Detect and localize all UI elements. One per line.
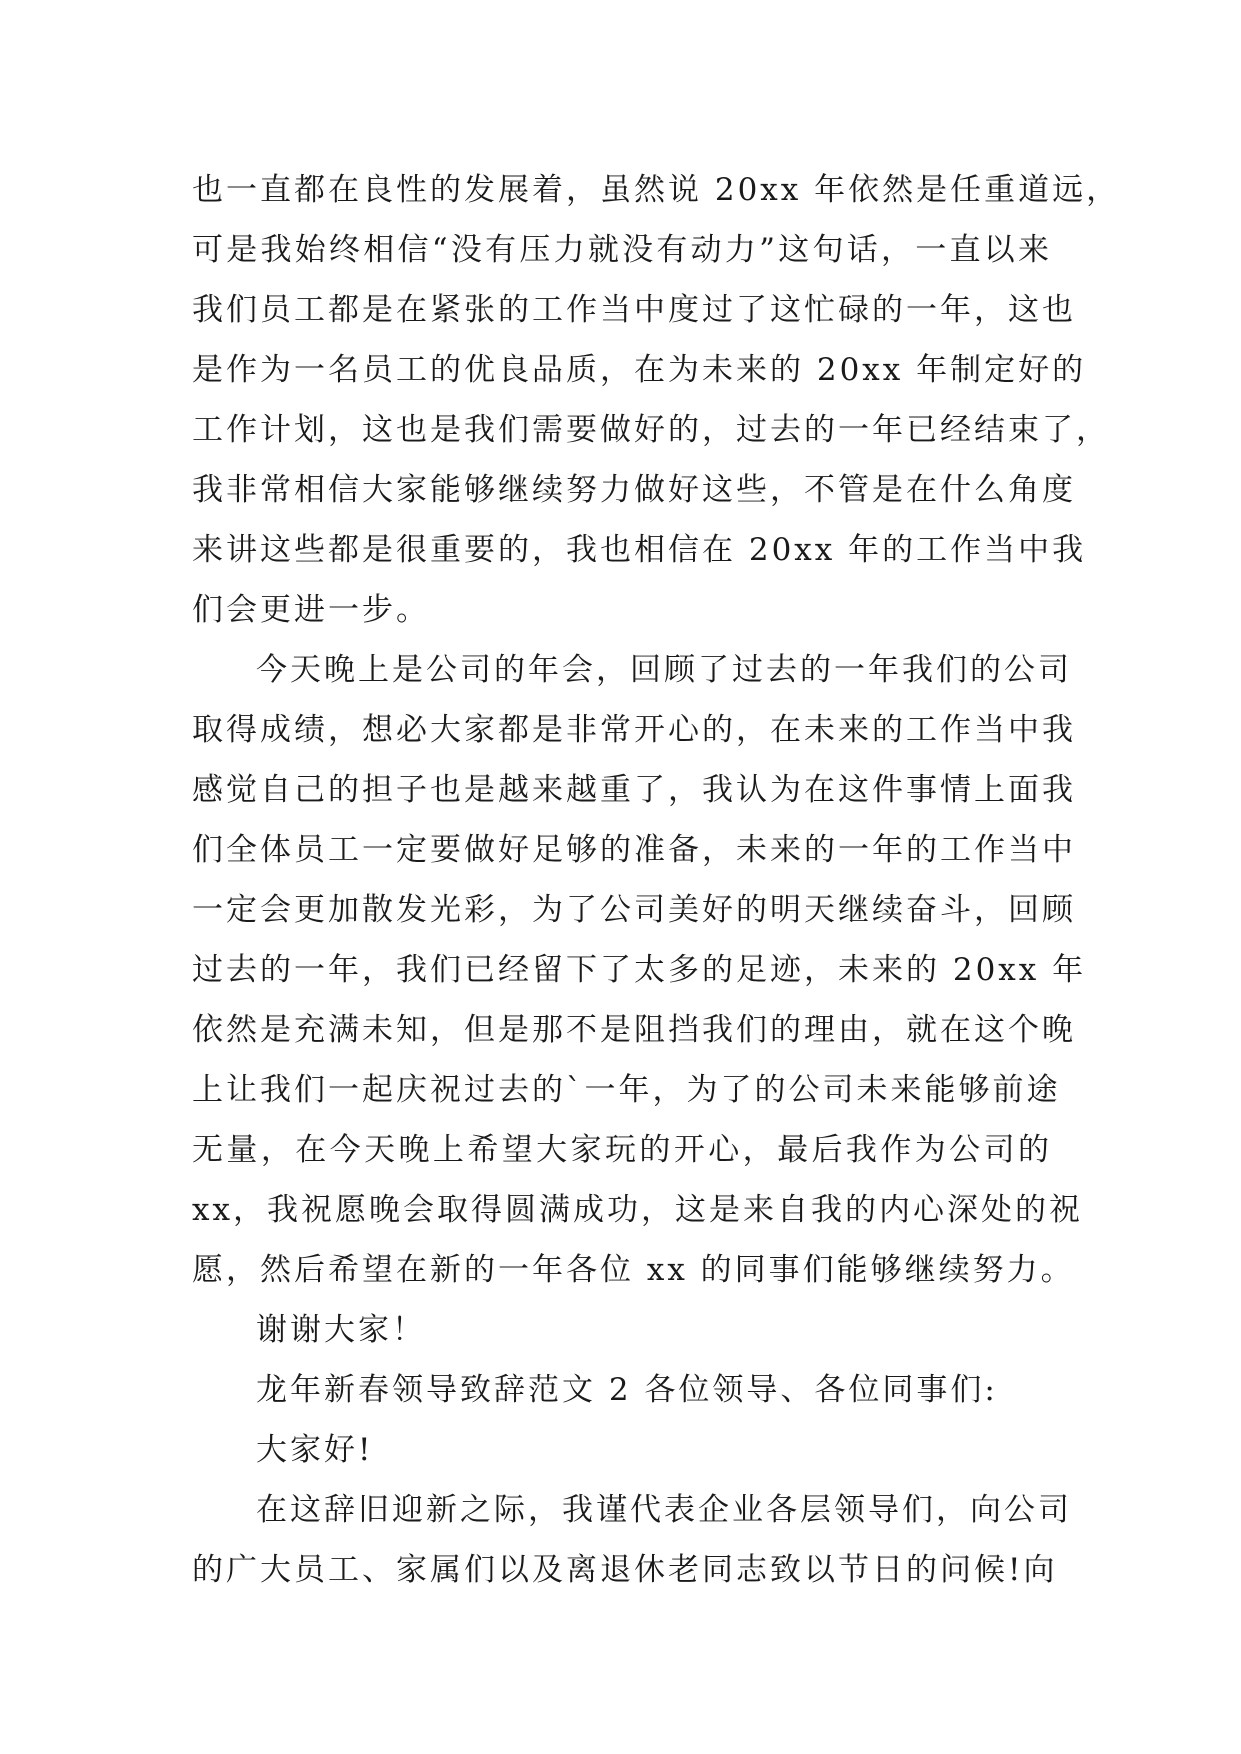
- text-line: 取得成绩，想必大家都是非常开心的，在未来的工作当中我: [192, 712, 1076, 748]
- text-line: 谢谢大家！: [256, 1312, 426, 1348]
- text-line: 无量，在今天晚上希望大家玩的开心，最后我作为公司的: [192, 1132, 1052, 1168]
- text-line: 今天晚上是公司的年会，回顾了过去的一年我们的公司: [256, 652, 1072, 688]
- text-line: 是作为一名员工的优良品质，在为未来的 20xx 年制定好的: [192, 352, 1087, 388]
- text-line: 我们员工都是在紧张的工作当中度过了这忙碌的一年，这也: [192, 292, 1076, 328]
- text-line: 在这辞旧迎新之际，我谨代表企业各层领导们，向公司: [256, 1492, 1072, 1528]
- document-body: [192, 160, 1121, 1600]
- text-line: 一定会更加散发光彩，为了公司美好的明天继续奋斗，回顾: [192, 892, 1076, 928]
- text-line: 龙年新春领导致辞范文 2 各位领导、各位同事们:: [256, 1372, 998, 1408]
- text-line: 们全体员工一定要做好足够的准备，未来的一年的工作当中: [192, 832, 1076, 868]
- text-line: 可是我始终相信“没有压力就没有动力”这句话，一直以来: [192, 232, 1052, 268]
- text-line: 上让我们一起庆祝过去的`一年，为了的公司未来能够前途: [192, 1072, 1061, 1108]
- text-line: 依然是充满未知，但是那不是阻挡我们的理由，就在这个晚: [192, 1012, 1076, 1048]
- text-line: 大家好!: [256, 1432, 374, 1468]
- text-line: 感觉自己的担子也是越来越重了，我认为在这件事情上面我: [192, 772, 1076, 808]
- text-line: 工作计划，这也是我们需要做好的，过去的一年已经结束了，: [192, 412, 1110, 448]
- text-line: 也一直都在良性的发展着，虽然说 20xx 年依然是任重道远，: [192, 172, 1121, 208]
- text-line: 们会更进一步。: [192, 592, 430, 628]
- text-line: 过去的一年，我们已经留下了太多的足迹，未来的 20xx 年: [192, 952, 1087, 988]
- text-line: 愿，然后希望在新的一年各位 xx 的同事们能够继续努力。: [192, 1252, 1075, 1288]
- text-line: 我非常相信大家能够继续努力做好这些，不管是在什么角度: [192, 472, 1076, 508]
- text-line: xx，我祝愿晚会取得圆满成功，这是来自我的内心深处的祝: [192, 1192, 1083, 1228]
- text-line: 来讲这些都是很重要的，我也相信在 20xx 年的工作当中我: [192, 532, 1087, 568]
- text-line: 的广大员工、家属们以及离退休老同志致以节日的问候!向: [192, 1552, 1058, 1588]
